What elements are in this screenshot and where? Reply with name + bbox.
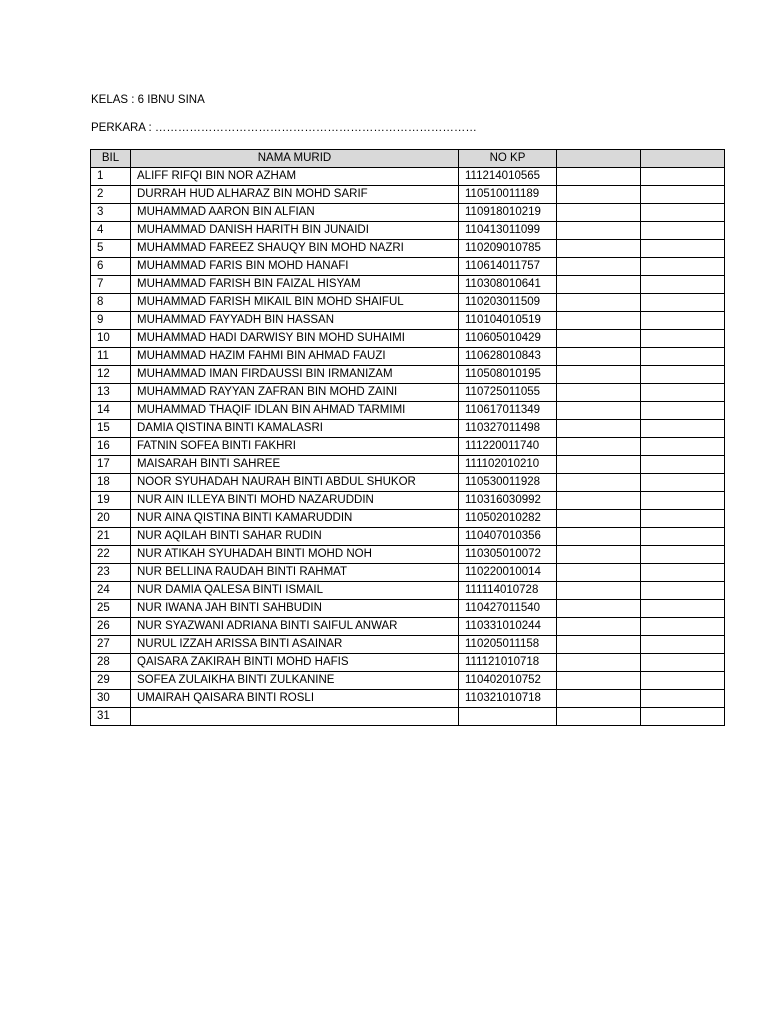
cell-nama-murid: ALIFF RIFQI BIN NOR AZHAM [131, 168, 459, 186]
cell-no-kp: 110508010195 [459, 366, 557, 384]
cell-nama-murid: UMAIRAH QAISARA BINTI ROSLI [131, 690, 459, 708]
cell-blank-2 [641, 420, 725, 438]
cell-no-kp: 111114010728 [459, 582, 557, 600]
cell-blank-2 [641, 510, 725, 528]
cell-blank-2 [641, 492, 725, 510]
table-row [91, 582, 725, 600]
cell-blank-2 [641, 528, 725, 546]
cell-bil: 1 [91, 168, 131, 186]
column-header-blank-2 [641, 150, 725, 168]
cell-blank-2 [641, 582, 725, 600]
table-row [91, 510, 725, 528]
cell-blank-1 [557, 546, 641, 564]
cell-bil: 2 [91, 186, 131, 204]
cell-blank-2 [641, 222, 725, 240]
cell-blank-1 [557, 402, 641, 420]
cell-blank-1 [557, 312, 641, 330]
cell-bil: 28 [91, 654, 131, 672]
cell-no-kp: 110510011189 [459, 186, 557, 204]
cell-no-kp: 110321010718 [459, 690, 557, 708]
cell-bil: 10 [91, 330, 131, 348]
cell-nama-murid: NUR IWANA JAH BINTI SAHBUDIN [131, 600, 459, 618]
cell-no-kp: 110725011055 [459, 384, 557, 402]
cell-bil: 21 [91, 528, 131, 546]
cell-no-kp: 110203011509 [459, 294, 557, 312]
cell-no-kp: 110402010752 [459, 672, 557, 690]
cell-blank-2 [641, 456, 725, 474]
cell-no-kp: 110530011928 [459, 474, 557, 492]
cell-no-kp [459, 708, 557, 726]
cell-no-kp: 110628010843 [459, 348, 557, 366]
cell-nama-murid: MUHAMMAD AARON BIN ALFIAN [131, 204, 459, 222]
cell-blank-2 [641, 168, 725, 186]
cell-bil: 14 [91, 402, 131, 420]
cell-blank-2 [641, 654, 725, 672]
cell-blank-1 [557, 294, 641, 312]
class-title: KELAS : 6 IBNU SINA [91, 94, 205, 106]
cell-nama-murid: FATNIN SOFEA BINTI FAKHRI [131, 438, 459, 456]
cell-no-kp: 110918010219 [459, 204, 557, 222]
cell-no-kp: 111102010210 [459, 456, 557, 474]
cell-bil: 11 [91, 348, 131, 366]
table-row [91, 708, 725, 726]
cell-bil: 15 [91, 420, 131, 438]
cell-blank-2 [641, 636, 725, 654]
cell-blank-1 [557, 474, 641, 492]
cell-no-kp: 110331010244 [459, 618, 557, 636]
cell-nama-murid: NUR AINA QISTINA BINTI KAMARUDDIN [131, 510, 459, 528]
cell-bil: 6 [91, 258, 131, 276]
cell-bil: 27 [91, 636, 131, 654]
cell-blank-1 [557, 672, 641, 690]
cell-no-kp: 111214010565 [459, 168, 557, 186]
cell-blank-2 [641, 348, 725, 366]
cell-no-kp: 110104010519 [459, 312, 557, 330]
cell-blank-2 [641, 294, 725, 312]
cell-blank-1 [557, 510, 641, 528]
cell-no-kp: 110617011349 [459, 402, 557, 420]
cell-blank-1 [557, 276, 641, 294]
cell-nama-murid: NUR BELLINA RAUDAH BINTI RAHMAT [131, 564, 459, 582]
cell-nama-murid: SOFEA ZULAIKHA BINTI ZULKANINE [131, 672, 459, 690]
column-header-nama-murid: NAMA MURID [131, 150, 459, 168]
cell-nama-murid: MUHAMMAD FARISH BIN FAIZAL HISYAM [131, 276, 459, 294]
table-row [91, 600, 725, 618]
table-row [91, 330, 725, 348]
cell-blank-1 [557, 258, 641, 276]
cell-blank-1 [557, 384, 641, 402]
subject-line: PERKARA : ………………………………………………………………………… [91, 122, 477, 134]
cell-blank-2 [641, 366, 725, 384]
cell-blank-2 [641, 708, 725, 726]
cell-nama-murid: MUHAMMAD FAYYADH BIN HASSAN [131, 312, 459, 330]
cell-blank-2 [641, 204, 725, 222]
table-row [91, 312, 725, 330]
cell-blank-2 [641, 330, 725, 348]
cell-no-kp: 110407010356 [459, 528, 557, 546]
cell-bil: 17 [91, 456, 131, 474]
cell-bil: 29 [91, 672, 131, 690]
cell-no-kp: 110502010282 [459, 510, 557, 528]
cell-blank-2 [641, 276, 725, 294]
table-row [91, 420, 725, 438]
cell-blank-2 [641, 312, 725, 330]
cell-nama-murid: NOOR SYUHADAH NAURAH BINTI ABDUL SHUKOR [131, 474, 459, 492]
cell-bil: 18 [91, 474, 131, 492]
cell-nama-murid: MAISARAH BINTI SAHREE [131, 456, 459, 474]
cell-nama-murid: NUR SYAZWANI ADRIANA BINTI SAIFUL ANWAR [131, 618, 459, 636]
cell-blank-1 [557, 186, 641, 204]
table-row [91, 654, 725, 672]
cell-blank-1 [557, 708, 641, 726]
cell-blank-2 [641, 186, 725, 204]
cell-blank-1 [557, 438, 641, 456]
cell-blank-1 [557, 690, 641, 708]
table-row [91, 402, 725, 420]
cell-bil: 8 [91, 294, 131, 312]
table-row [91, 438, 725, 456]
cell-nama-murid: MUHAMMAD IMAN FIRDAUSSI BIN IRMANIZAM [131, 366, 459, 384]
cell-nama-murid: NUR AQILAH BINTI SAHAR RUDIN [131, 528, 459, 546]
cell-nama-murid: NUR ATIKAH SYUHADAH BINTI MOHD NOH [131, 546, 459, 564]
table-row [91, 204, 725, 222]
cell-blank-1 [557, 420, 641, 438]
table-row [91, 528, 725, 546]
table-row [91, 240, 725, 258]
cell-nama-murid: DAMIA QISTINA BINTI KAMALASRI [131, 420, 459, 438]
table-row [91, 222, 725, 240]
table-row [91, 168, 725, 186]
table-row [91, 564, 725, 582]
cell-blank-1 [557, 222, 641, 240]
cell-bil: 12 [91, 366, 131, 384]
cell-no-kp: 110605010429 [459, 330, 557, 348]
cell-nama-murid: NUR AIN ILLEYA BINTI MOHD NAZARUDDIN [131, 492, 459, 510]
cell-blank-1 [557, 492, 641, 510]
cell-no-kp: 110413011099 [459, 222, 557, 240]
cell-no-kp: 110316030992 [459, 492, 557, 510]
cell-nama-murid: NURUL IZZAH ARISSA BINTI ASAINAR [131, 636, 459, 654]
cell-blank-1 [557, 348, 641, 366]
table-row [91, 384, 725, 402]
cell-nama-murid: MUHAMMAD FAREEZ SHAUQY BIN MOHD NAZRI [131, 240, 459, 258]
table-row [91, 186, 725, 204]
cell-bil: 25 [91, 600, 131, 618]
cell-bil: 20 [91, 510, 131, 528]
cell-blank-2 [641, 546, 725, 564]
cell-blank-1 [557, 654, 641, 672]
table-row [91, 348, 725, 366]
cell-no-kp: 110305010072 [459, 546, 557, 564]
table-row [91, 636, 725, 654]
cell-no-kp: 110209010785 [459, 240, 557, 258]
table-row [91, 276, 725, 294]
cell-nama-murid: MUHAMMAD FARIS BIN MOHD HANAFI [131, 258, 459, 276]
table-row [91, 456, 725, 474]
table-row [91, 294, 725, 312]
cell-blank-1 [557, 564, 641, 582]
cell-bil: 16 [91, 438, 131, 456]
cell-nama-murid: MUHAMMAD HAZIM FAHMI BIN AHMAD FAUZI [131, 348, 459, 366]
cell-blank-2 [641, 402, 725, 420]
column-header-bil: BIL [91, 150, 131, 168]
cell-no-kp: 110205011158 [459, 636, 557, 654]
cell-nama-murid [131, 708, 459, 726]
cell-bil: 7 [91, 276, 131, 294]
cell-blank-1 [557, 528, 641, 546]
table-row [91, 618, 725, 636]
cell-bil: 23 [91, 564, 131, 582]
cell-no-kp: 110427011540 [459, 600, 557, 618]
cell-nama-murid: MUHAMMAD RAYYAN ZAFRAN BIN MOHD ZAINI [131, 384, 459, 402]
cell-blank-1 [557, 240, 641, 258]
cell-bil: 9 [91, 312, 131, 330]
cell-blank-1 [557, 582, 641, 600]
cell-nama-murid: QAISARA ZAKIRAH BINTI MOHD HAFIS [131, 654, 459, 672]
cell-blank-2 [641, 600, 725, 618]
table-row [91, 690, 725, 708]
cell-no-kp: 111121010718 [459, 654, 557, 672]
cell-blank-2 [641, 240, 725, 258]
cell-no-kp: 110327011498 [459, 420, 557, 438]
cell-blank-2 [641, 690, 725, 708]
cell-bil: 4 [91, 222, 131, 240]
cell-blank-2 [641, 384, 725, 402]
table-row [91, 546, 725, 564]
cell-nama-murid: MUHAMMAD THAQIF IDLAN BIN AHMAD TARMIMI [131, 402, 459, 420]
cell-blank-1 [557, 168, 641, 186]
cell-nama-murid: MUHAMMAD FARISH MIKAIL BIN MOHD SHAIFUL [131, 294, 459, 312]
cell-blank-1 [557, 618, 641, 636]
table-row [91, 366, 725, 384]
cell-blank-2 [641, 564, 725, 582]
cell-no-kp: 111220011740 [459, 438, 557, 456]
cell-blank-2 [641, 672, 725, 690]
cell-bil: 24 [91, 582, 131, 600]
cell-nama-murid: DURRAH HUD ALHARAZ BIN MOHD SARIF [131, 186, 459, 204]
table-row [91, 258, 725, 276]
table-body [91, 168, 725, 726]
cell-nama-murid: MUHAMMAD DANISH HARITH BIN JUNAIDI [131, 222, 459, 240]
cell-blank-2 [641, 258, 725, 276]
cell-blank-1 [557, 600, 641, 618]
cell-bil: 5 [91, 240, 131, 258]
student-roster-table [90, 149, 725, 726]
column-header-no-kp: NO KP [459, 150, 557, 168]
cell-bil: 13 [91, 384, 131, 402]
cell-blank-2 [641, 474, 725, 492]
cell-blank-1 [557, 204, 641, 222]
cell-bil: 22 [91, 546, 131, 564]
cell-no-kp: 110308010641 [459, 276, 557, 294]
cell-blank-1 [557, 366, 641, 384]
cell-nama-murid: NUR DAMIA QALESA BINTI ISMAIL [131, 582, 459, 600]
cell-blank-1 [557, 636, 641, 654]
cell-bil: 30 [91, 690, 131, 708]
column-header-blank-1 [557, 150, 641, 168]
cell-blank-2 [641, 618, 725, 636]
cell-blank-2 [641, 438, 725, 456]
cell-no-kp: 110220010014 [459, 564, 557, 582]
table-row [91, 492, 725, 510]
cell-no-kp: 110614011757 [459, 258, 557, 276]
cell-bil: 31 [91, 708, 131, 726]
cell-blank-1 [557, 456, 641, 474]
cell-bil: 3 [91, 204, 131, 222]
cell-blank-1 [557, 330, 641, 348]
table-header-row [91, 150, 725, 168]
cell-bil: 26 [91, 618, 131, 636]
table-row [91, 474, 725, 492]
table-row [91, 672, 725, 690]
cell-nama-murid: MUHAMMAD HADI DARWISY BIN MOHD SUHAIMI [131, 330, 459, 348]
cell-bil: 19 [91, 492, 131, 510]
